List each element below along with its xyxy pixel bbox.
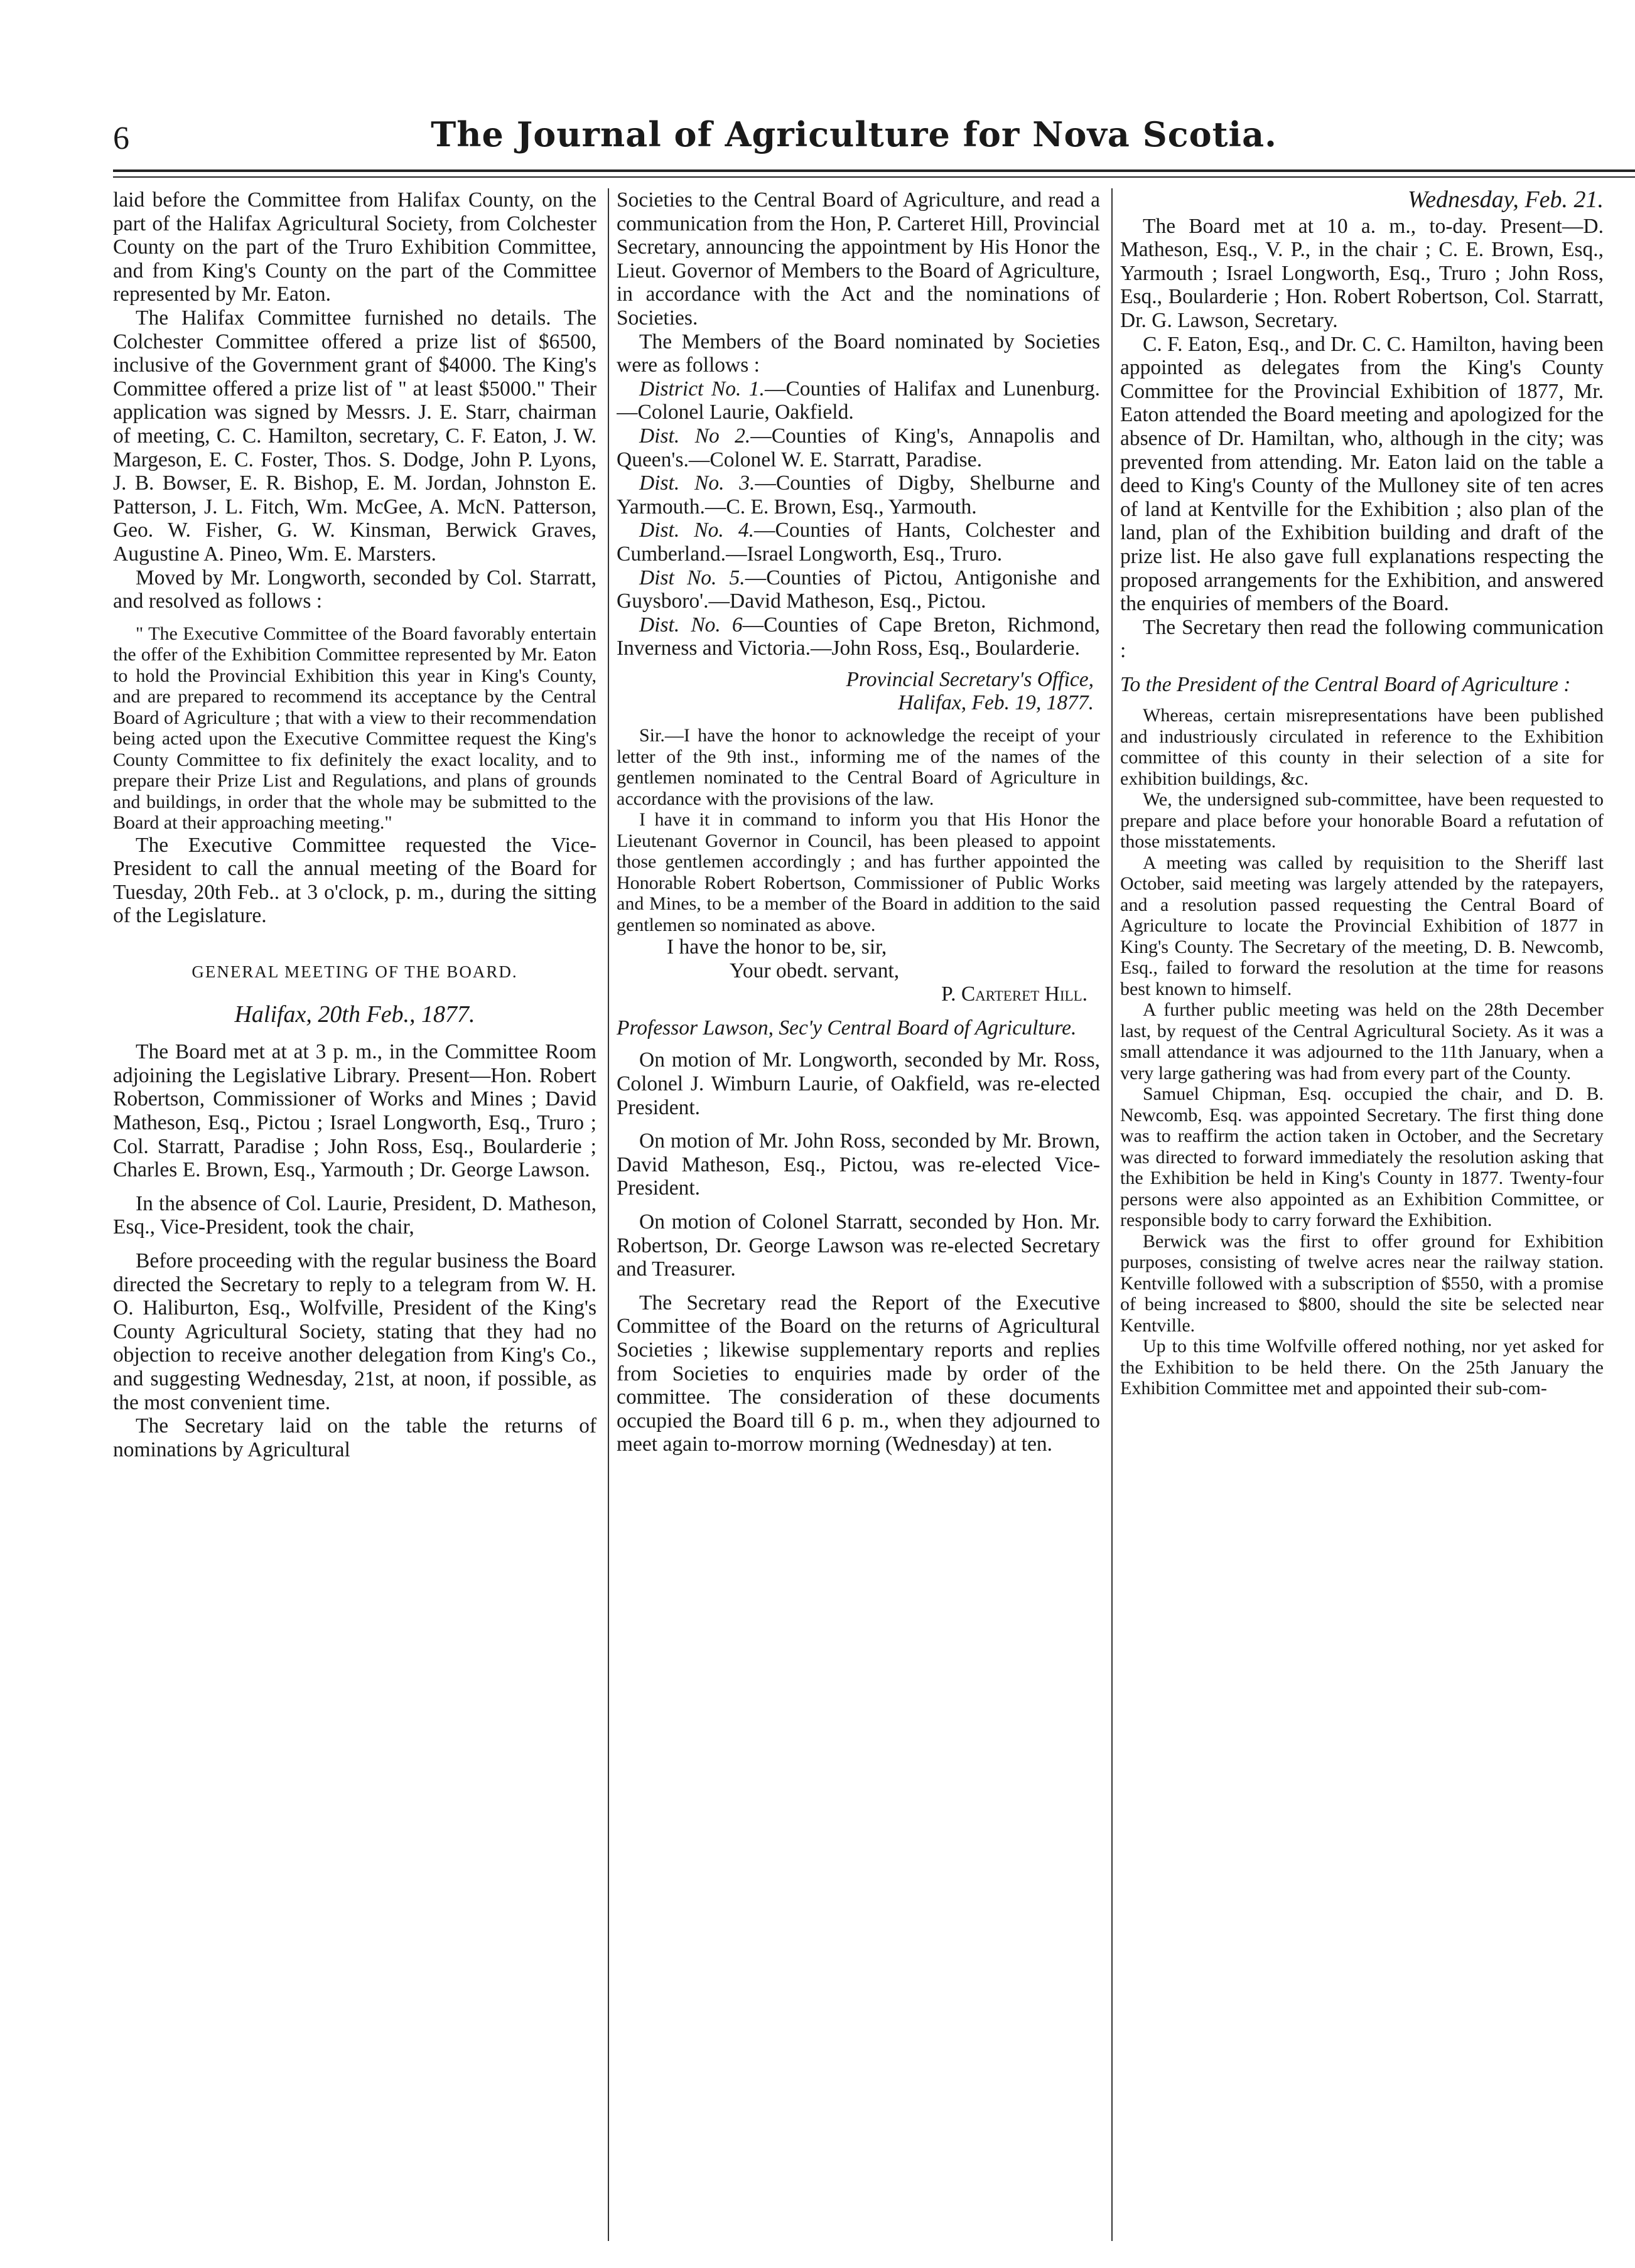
header-rule-thick	[113, 169, 1635, 172]
running-title: The Journal of Agriculture for Nova Scotia.	[431, 114, 1277, 154]
letter-closing: I have the honor to be, sir,	[667, 935, 887, 959]
letter-office: Provincial Secretary's Office,	[846, 667, 1094, 691]
resolution-quote: " The Executive Committee of the Board favorably entertain the offer of the Exhibition Committee represented by Mr. Eaton to hold the Provincial Exhibition this year in King's County, and are prepared to recommend its acceptance by the Central Board of Agriculture ; that with a view to their recommendation being acted upon the Executive Committee request the King's County Committee to fix definitely the exact locality, and to prepare their Prize List and Regulations, and plans of grounds and buildings, in order that the whole may be submitted to the Board at their approaching meeting."	[113, 623, 596, 834]
paragraph: laid before the Committee from Halifax County, on the part of the Halifax Agricultural Society, from Colchester County on the part of the Truro Exhibition Committee, and from King's County on the part of the Committee represented by Mr. Eaton.	[113, 188, 596, 306]
letter-paragraph: A meeting was called by requisition to the Sheriff last October, said meeting was largely attended by the ratepayers, and a resolution passed requesting the Central Board of Agriculture to locate the Provincial Exhibition of 1877 in King's County. The Secretary of the meeting, D. B. Newcomb, Esq., failed to forward the resolution at the time for reasons best known to himself.	[1120, 852, 1604, 999]
header-rule-thin	[113, 176, 1635, 178]
district-text: —Counties of Cape Breton, Richmond, Inverness and Victoria.—John Ross, Esq., Boularderie.	[617, 613, 1100, 660]
district-text: —Counties of Digby, Shelburne and Yarmouth.—C. E. Brown, Esq., Yarmouth.	[617, 471, 1100, 519]
letter-paragraph: A further public meeting was held on the 28th December last, by request of the Central Agricultural Society. As it was a small attendance it was adjourned to the 11th January, when a very large gathering was had from every part of the County.	[1120, 999, 1604, 1083]
paragraph: On motion of Mr. John Ross, seconded by Mr. Brown, David Matheson, Esq., Pictou, was re-elected Vice-President.	[617, 1129, 1100, 1200]
letter-addressee: To the President of the Central Board of Agriculture :	[1120, 672, 1571, 696]
letter-paragraph: I have it in command to inform you that His Honor the Lieutenant Governor in Council, has been pleased to appoint those gentlemen accordingly ; and has further appointed the Honorable Robert Robertson, Commissioner of Public Works and Mines, to be a member of the Board in addition to the said gentlemen so nominated as above.	[617, 809, 1100, 935]
letter-paragraph: We, the undersigned sub-committee, have been requested to prepare and place before your honorable Board a refutation of those misstatements.	[1120, 789, 1604, 852]
district-label: District No. 1.	[639, 377, 765, 400]
letter-paragraph: Whereas, certain misrepresentations have been published and industriously circulated in reference to the Exhibition committee of this county in their selection of a site for exhibition buildings, &c.	[1120, 705, 1604, 789]
paragraph: The Halifax Committee furnished no details. The Colchester Committee offered a prize list of $6500, inclusive of the Government grant of $4000. The King's Committee offered a prize list of " at least $5000." Their application was signed by Messrs. J. E. Starr, chairman of meeting, C. C. Hamilton, secretary, C. F. Eaton, J. W. Margeson, E. C. Foster, Thos. S. Dodge, John P. Lyons, J. B. Bowser, E. R. Bishop, E. M. Jordan, Johnston E. Patterson, J. L. Fitch, Wm. McGee, A. McN. Patterson, Geo. W. Fisher, G. W. Kinsman, Berwick Graves, Augustine A. Pineo, Wm. E. Marsters.	[113, 306, 596, 566]
district-entry	[617, 566, 1100, 613]
paragraph: In the absence of Col. Laurie, President, D. Matheson, Esq., Vice-President, took the chair,	[113, 1191, 596, 1239]
district-entry	[617, 471, 1100, 519]
letter-paragraph: Sir.—I have the honor to acknowledge the receipt of your letter of the 9th inst., informing me of the names of the gentlemen nominated to the Central Board of Agriculture in accordance with the provisions of the law.	[617, 725, 1100, 809]
paragraph: The Executive Committee requested the Vice-President to call the annual meeting of the Board for Tuesday, 20th Feb.. at 3 o'clock, p. m., during the sitting of the Legislature.	[113, 833, 596, 928]
dateline: Wednesday, Feb. 21.	[1407, 188, 1604, 213]
column-middle	[617, 188, 1100, 2247]
district-text: —Counties of Hants, Colchester and Cumberland.—Israel Longworth, Esq., Truro.	[617, 519, 1100, 566]
district-text: —Counties of Halifax and Lunenburg.—Colonel Laurie, Oakfield.	[617, 377, 1100, 424]
district-label: Dist. No. 6	[639, 613, 743, 637]
district-label: Dist. No. 3.	[639, 471, 755, 495]
paragraph: Societies to the Central Board of Agriculture, and read a communication from the Hon, P. Carteret Hill, Provincial Secretary, announcing the appointment by His Honor the Lieut. Governor of Members to the Board of Agriculture, in accordance with the Act and the nominations of Societies.	[617, 188, 1100, 330]
district-text: —Counties of King's, Annapolis and Queen's.—Colonel W. E. Starratt, Paradise.	[617, 424, 1100, 471]
paragraph: The Board met at 10 a. m., to-day. Present—D. Matheson, Esq., V. P., in the chair ; C. E. Brown, Esq., Yarmouth ; Israel Longworth, Esq., Truro ; John Ross, Esq., Boularderie ; Hon. Robert Robertson, Col. Starratt, Dr. G. Lawson, Secretary.	[1120, 214, 1604, 332]
district-label: Dist. No 2.	[639, 424, 751, 448]
district-text: —Counties of Pictou, Antigonishe and Guysboro'.—David Matheson, Esq., Pictou.	[617, 566, 1100, 613]
letter-heading	[617, 668, 1100, 715]
paragraph: C. F. Eaton, Esq., and Dr. C. C. Hamilton, having been appointed as delegates from the King's County Committee for the Provincial Exhibition of 1877, Mr. Eaton attended the Board meeting and apologized for the absence of Dr. Hamiltan, who, although in the city; was prevented from attending. Mr. Eaton laid on the table a deed to King's County of the Mulloney site of ten acres of land at Kentville for the Exhibition ; also plan of the land, plan of the Exhibition building and draft of the prize list. He also gave full explanations respecting the proposed arrangements for the Exhibition, and answered the enquiries of members of the Board.	[1120, 332, 1604, 616]
column-right	[1120, 188, 1604, 2247]
paragraph: On motion of Colonel Starratt, seconded by Hon. Mr. Robertson, Dr. George Lawson was re-elected Secretary and Treasurer.	[617, 1210, 1100, 1281]
district-entry	[617, 519, 1100, 566]
letter-paragraph: Up to this time Wolfville offered nothing, nor yet asked for the Exhibition to be held there. On the 25th January the Exhibition Committee met and appointed their sub-com-	[1120, 1336, 1604, 1399]
paragraph: The Secretary then read the following communication :	[1120, 615, 1604, 663]
paragraph: The Board met at at 3 p. m., in the Committee Room adjoining the Legislative Library. Present—Hon. Robert Robertson, Commissioner of Works and Mines ; David Matheson, Esq., Pictou ; Israel Longworth, Esq., Truro ; Col. Starratt, Paradise ; John Ross, Esq., Boularderie ; Charles E. Brown, Esq., Yarmouth ; Dr. George Lawson.	[113, 1040, 596, 1182]
section-heading: GENERAL MEETING OF THE BOARD.	[192, 962, 518, 982]
letter-paragraph: Samuel Chipman, Esq. occupied the chair, and D. B. Newcomb, Esq. was appointed Secretary. The first thing done was to reaffirm the action taken in October, and the Secretary was directed to forward immediately the resolution asking that the Exhibition be held in King's County in 1877. Twenty-four persons were also appointed as an Exhibition Committee, or responsible body to carry forward the Exhibition.	[1120, 1083, 1604, 1231]
column-divider	[1111, 188, 1113, 2241]
paragraph: Moved by Mr. Longworth, seconded by Col. Starratt, and resolved as follows :	[113, 566, 596, 613]
paragraph: Before proceeding with the regular business the Board directed the Secretary to reply to a telegram from W. H. O. Haliburton, Esq., Wolfville, President of the King's County Agricultural Society, stating that they had no objection to receive another delegation from King's Co., and suggesting Wednesday, 21st, at noon, if possible, as the most convenient time.	[113, 1249, 596, 1414]
letter-paragraph: Berwick was the first to offer ground for Exhibition purposes, consisting of twelve acres near the railway station. Kentville followed with a subscription of $550, with a promise of being increased to $800, should the site be selected near Kentville.	[1120, 1230, 1604, 1336]
letter-addressee: Professor Lawson, Sec'y Central Board of Agriculture.	[617, 1016, 1077, 1040]
district-entry	[617, 377, 1100, 424]
district-entry	[617, 613, 1100, 660]
paragraph: The Secretary read the Report of the Executive Committee of the Board on the returns of Agricultural Societies ; likewise supplementary reports and replies from Societies to enquiries made by order of the committee. The consideration of these documents occupied the Board till 6 p. m., when they adjourned to meet again to-morrow morning (Wednesday) at ten.	[617, 1291, 1100, 1456]
dateline: Halifax, 20th Feb., 1877.	[234, 1001, 475, 1028]
letter-closing: Your obedt. servant,	[730, 959, 900, 982]
column-divider	[608, 188, 609, 2241]
district-entry	[617, 424, 1100, 471]
page-number: 6	[113, 121, 129, 156]
letter-signature: P. Carteret Hill.	[941, 982, 1087, 1006]
paragraph: The Members of the Board nominated by Societies were as follows :	[617, 330, 1100, 377]
paragraph: On motion of Mr. Longworth, seconded by Mr. Ross, Colonel J. Wimburn Laurie, of Oakfield, was re-elected President.	[617, 1048, 1100, 1119]
district-label: Dist. No. 4.	[639, 519, 754, 542]
paragraph: The Secretary laid on the table the returns of nominations by Agricultural	[113, 1414, 596, 1461]
column-left	[113, 188, 596, 2247]
letter-date: Halifax, Feb. 19, 1877.	[898, 691, 1094, 715]
district-label: Dist No. 5.	[639, 566, 745, 589]
